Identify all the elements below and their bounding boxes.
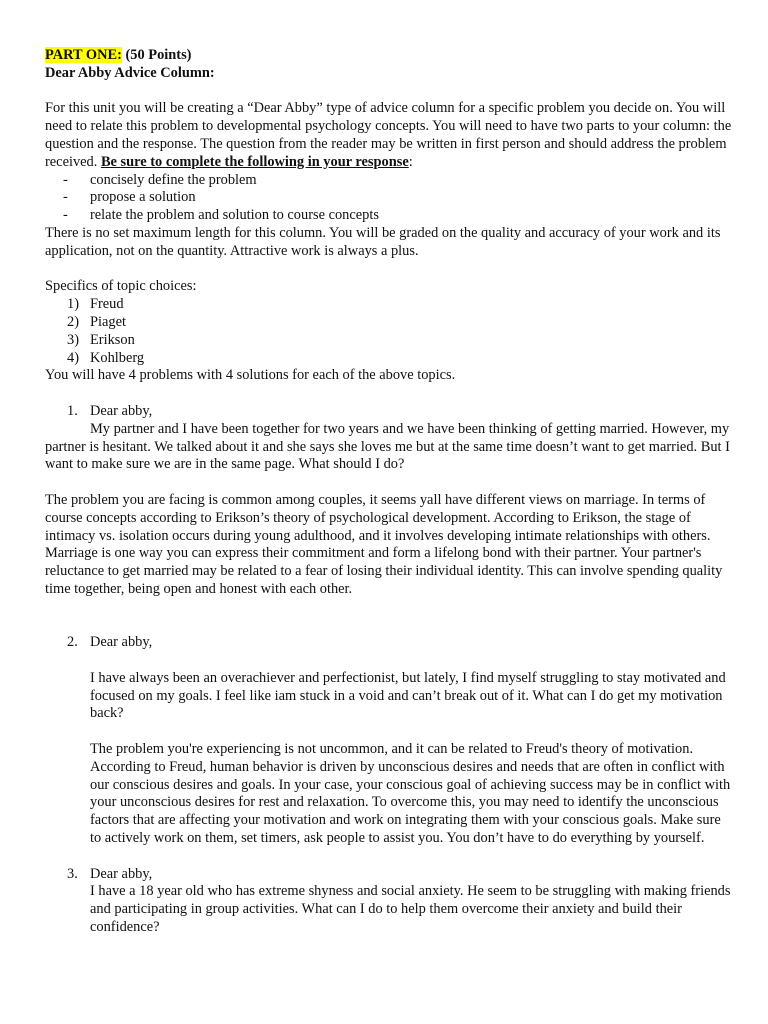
topics-list xyxy=(45,296,735,367)
length-paragraph: There is no set maximum length for this column. You will be graded on the quality and accuracy of your work and its application, not on the quantity. Attractive work is always a plus. xyxy=(45,224,721,259)
list-item: - propose a solution xyxy=(63,189,196,206)
list-item: - relate the problem and solution to course concepts xyxy=(63,207,379,224)
list-item: - concisely define the problem xyxy=(63,171,257,188)
letter-2-greeting: 2. Dear abby, xyxy=(67,634,153,651)
list-item: 1) Freud xyxy=(67,296,124,313)
letter-1-answer: The problem you are facing is common among couples, it seems yall have different views on marriage. In terms of course concepts according to Erikson’s theory of psychological development. According to Erikson, the stage of intimacy vs. isolation occurs during young adulthood, and it involves developing intimate relationships with others. Marriage is one way you can express their commitment and form a lifelong bond with their partner. Your partner's reluctance to get married may be related to a fear of losing their individual identity. This can involve spending quality time together, being open and honest with each other. xyxy=(45,491,723,597)
letter-2-answer: The problem you're experiencing is not uncommon, and it can be related to Freud's theory of motivation. According to Freud, human behavior is driven by unconscious desires and needs that are often in conflict with our conscious desires and goals. In your case, your conscious goal of achieving success may be in conflict with your unconscious desires for rest and relaxation. To overcome this, you may need to identify the unconscious factors that are affecting your motivation and work on integrating them with your conscious goals. Make sure to actively work on them, set timers, ask people to assist you. You don’t have to do everything by yourself. xyxy=(90,741,731,847)
list-item: 3) Erikson xyxy=(67,331,135,348)
part-heading xyxy=(45,47,735,65)
letter-1-question: My partner and I have been together for two years and we have been thinking of getting married. However, my partner is hesitant. We talked about it and she says she loves me but at the same time doesn’t want to get married. But I want to make sure we are in the same page. What should I do? xyxy=(45,420,730,473)
letter-3-greeting: 3. Dear abby, xyxy=(67,865,153,882)
intro-paragraph: For this unit you will be creating a “Dear Abby” type of advice column for a specific problem you decide on. You will need to relate this problem to developmental psychology concepts. You will need to have two parts to your column: the question and the response. The question from the reader may be written in first person and should address the problem received. Be sure to complete the following in your response: xyxy=(45,100,732,170)
column-title: Dear Abby Advice Column: xyxy=(45,64,215,81)
letter-3-question: I have a 18 year old who has extreme shyness and social anxiety. He seem to be struggling with making friends and participating in group activities. What can I do to help them overcome their anxiety and build their confidence? xyxy=(90,883,731,936)
topics-heading: Specifics of topic choices: xyxy=(45,278,197,295)
document-page xyxy=(45,47,735,937)
topics-note: You will have 4 problems with 4 solutions for each of the above topics. xyxy=(45,367,456,384)
requirements-list xyxy=(45,172,735,225)
list-item: 2) Piaget xyxy=(67,313,126,330)
points-label: (50 Points) xyxy=(121,47,192,63)
letter-2-question: I have always been an overachiever and perfectionist, but lately, I find myself struggling to stay motivated and focused on my goals. I feel like iam stuck in a void and can’t break out of it. What can I do get my motivation back? xyxy=(90,669,726,722)
part-label-highlight: PART ONE: xyxy=(45,47,122,63)
requirement-emphasis: Be sure to complete the following in your response xyxy=(100,153,409,170)
letter-1-greeting: 1. Dear abby, xyxy=(67,402,153,419)
list-item: 4) Kohlberg xyxy=(67,349,145,366)
